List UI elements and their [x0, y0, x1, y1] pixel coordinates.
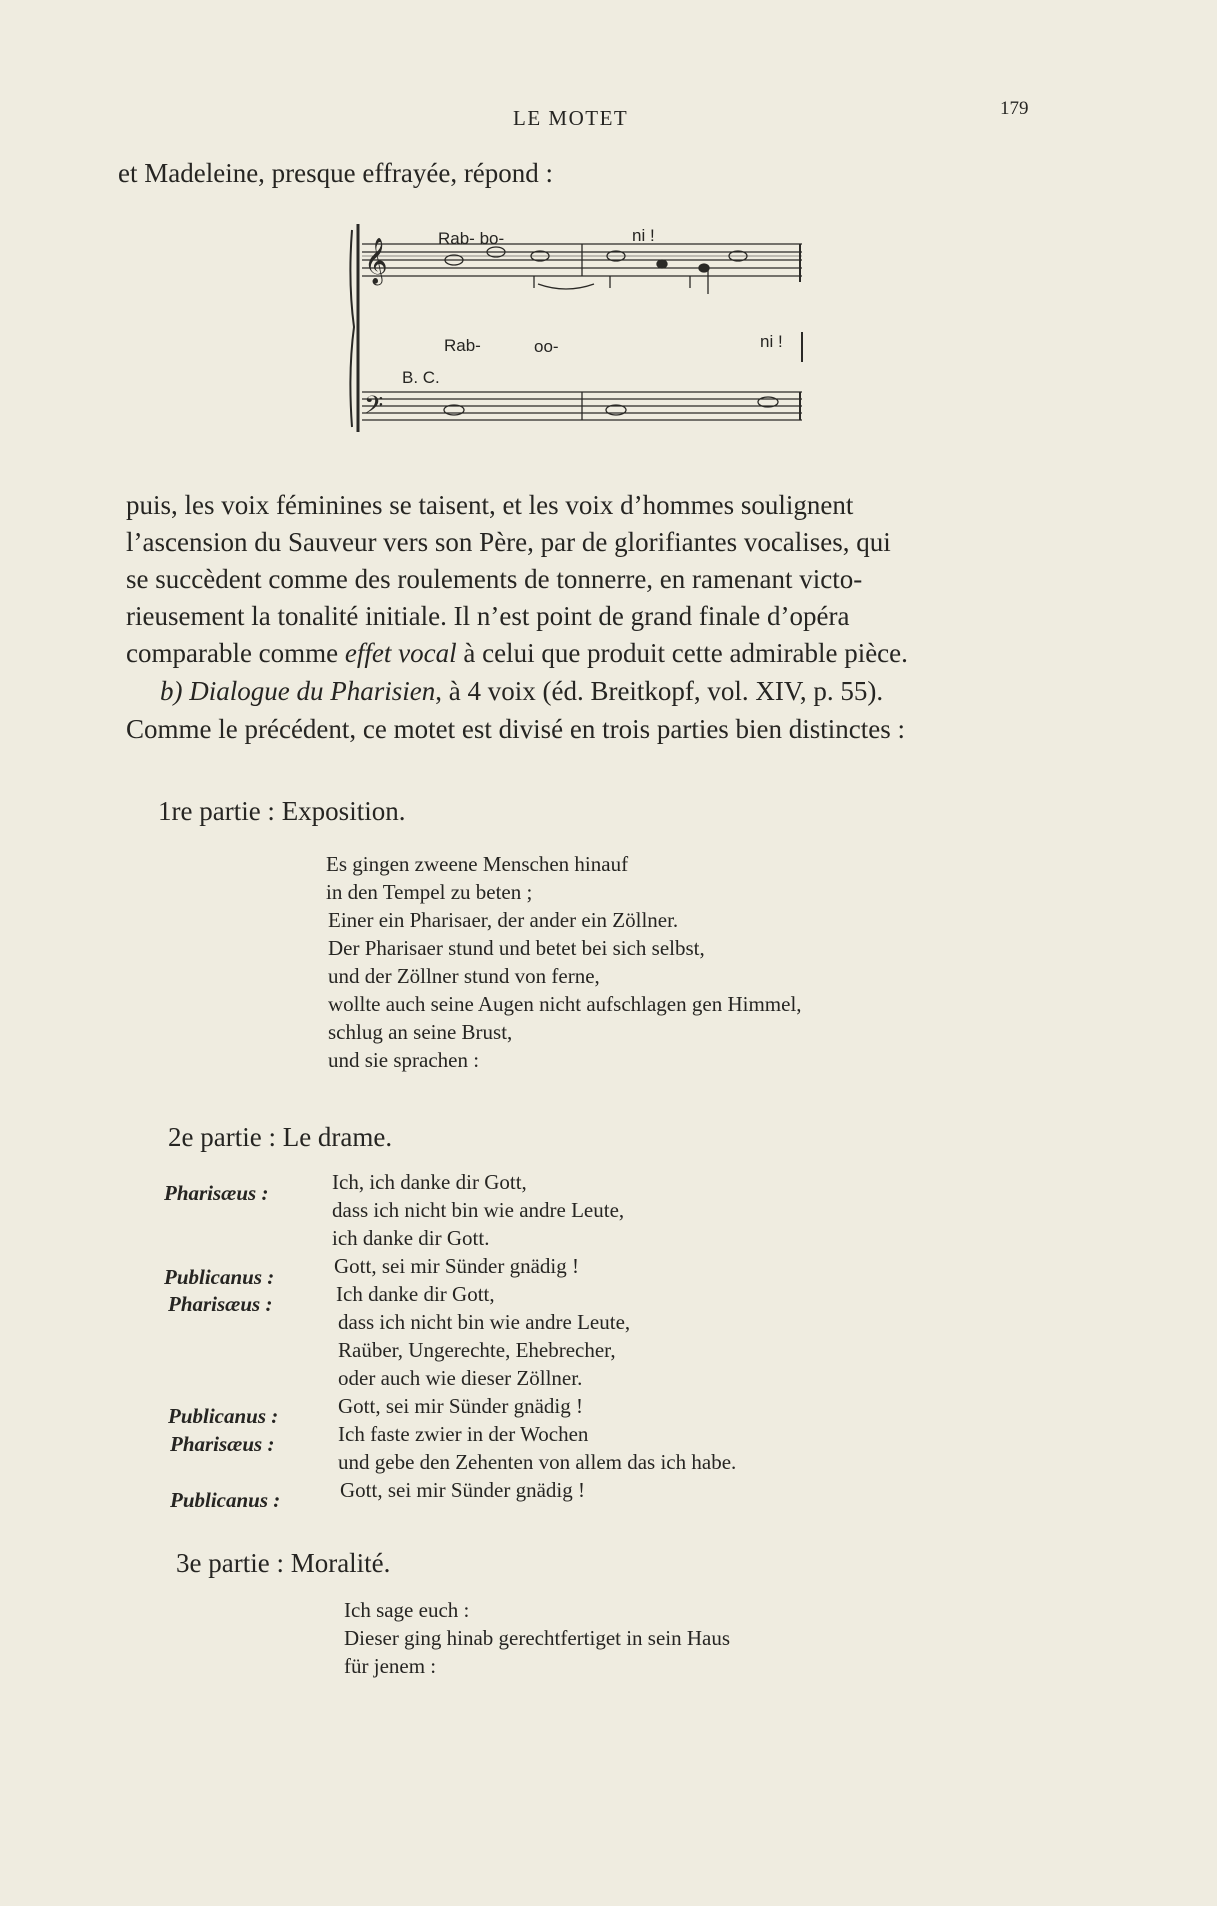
intro-line: et Madeleine, presque effrayée, répond : [118, 158, 554, 188]
part2-line-4: Gott, sei mir Sünder gnädig ! [334, 1254, 579, 1278]
paragraph-line-7: Comme le précédent, ce motet est divisé en trois parties bien distinctes : [126, 714, 906, 744]
page-number: 179 [1000, 98, 1029, 119]
treble-clef-icon: 𝄞 [364, 238, 388, 284]
part3-heading: 3e partie : Moralité. [176, 1548, 391, 1578]
line5-after: à celui que produit cette admirable pièce. [456, 638, 908, 668]
paragraph-line-6 [160, 676, 883, 707]
line5-before: comparable comme [126, 638, 345, 668]
part2-line-6: dass ich nicht bin wie andre Leute, [338, 1310, 631, 1334]
part2-line-12: Gott, sei mir Sünder gnädig ! [340, 1478, 585, 1502]
bass-continuo-label: B. C. [402, 368, 440, 387]
part2-line-3: ich danke dir Gott. [332, 1226, 490, 1250]
paragraph-line-4: rieusement la tonalité initiale. Il n’est point de grand finale d’opéra [126, 601, 850, 631]
part2-line-10: Ich faste zwier in der Wochen [338, 1422, 589, 1446]
part1-line-1: Es gingen zweene Menschen hinauf [326, 852, 629, 876]
running-title: LE MOTET [513, 106, 629, 130]
paragraph-line-5 [126, 638, 908, 669]
speaker-6: Publicanus : [170, 1488, 281, 1512]
speaker-1: Pharisæus : [164, 1181, 269, 1205]
part3-line-2: Dieser ging hinab gerechtfertiget in sein Haus [344, 1626, 731, 1650]
part1-heading: 1re partie : Exposition. [158, 796, 406, 826]
speaker-3: Pharisæus : [168, 1292, 273, 1316]
speaker-5: Pharisæus : [170, 1432, 275, 1456]
lower-lyric-1: Rab- [444, 336, 481, 355]
part1-line-7: schlug an seine Brust, [328, 1020, 513, 1044]
line6-italic: b) Dialogue du Pharisien [160, 676, 436, 706]
part2-line-1: Ich, ich danke dir Gott, [332, 1170, 527, 1194]
line6-after: , à 4 voix (éd. Breitkopf, vol. XIV, p. 55). [435, 676, 884, 706]
music-example [346, 222, 816, 437]
part2-line-5: Ich danke dir Gott, [336, 1282, 495, 1306]
upper-lyric-2: ni ! [632, 226, 655, 245]
part1-line-2: in den Tempel zu beten ; [326, 880, 533, 904]
line5-italic: effet vocal [344, 638, 457, 668]
part2-line-8: oder auch wie dieser Zöllner. [338, 1366, 583, 1390]
part2-line-7: Raüber, Ungerechte, Ehebrecher, [338, 1338, 616, 1362]
bass-clef-icon: 𝄢 [364, 391, 384, 426]
part3-line-1: Ich sage euch : [344, 1598, 470, 1622]
speaker-2: Publicanus : [164, 1265, 275, 1289]
part2-heading: 2e partie : Le drame. [168, 1122, 393, 1152]
part1-line-8: und sie sprachen : [328, 1048, 480, 1072]
part2-line-9: Gott, sei mir Sünder gnädig ! [338, 1394, 583, 1418]
lower-lyric-2: oo- [534, 337, 559, 356]
part1-line-5: und der Zöllner stund von ferne, [328, 964, 600, 988]
upper-lyric-1: Rab- bo- [438, 229, 505, 248]
speaker-4: Publicanus : [168, 1404, 279, 1428]
part1-line-3: Einer ein Pharisaer, der ander ein Zöllner. [328, 908, 679, 932]
part3-line-3: für jenem : [344, 1654, 437, 1678]
part1-line-6: wollte auch seine Augen nicht aufschlagen gen Himmel, [328, 992, 802, 1016]
paragraph-line-1: puis, les voix féminines se taisent, et les voix d’hommes soulignent [126, 490, 854, 520]
paragraph-line-3: se succèdent comme des roulements de tonnerre, en ramenant victo- [126, 564, 863, 594]
part2-line-2: dass ich nicht bin wie andre Leute, [332, 1198, 625, 1222]
paragraph-line-2: l’ascension du Sauveur vers son Père, par de glorifiantes vocalises, qui [126, 527, 891, 557]
lower-lyric-3: ni ! [760, 332, 783, 351]
part1-line-4: Der Pharisaer stund und betet bei sich selbst, [328, 936, 705, 960]
part2-line-11: und gebe den Zehenten von allem das ich habe. [338, 1450, 737, 1474]
